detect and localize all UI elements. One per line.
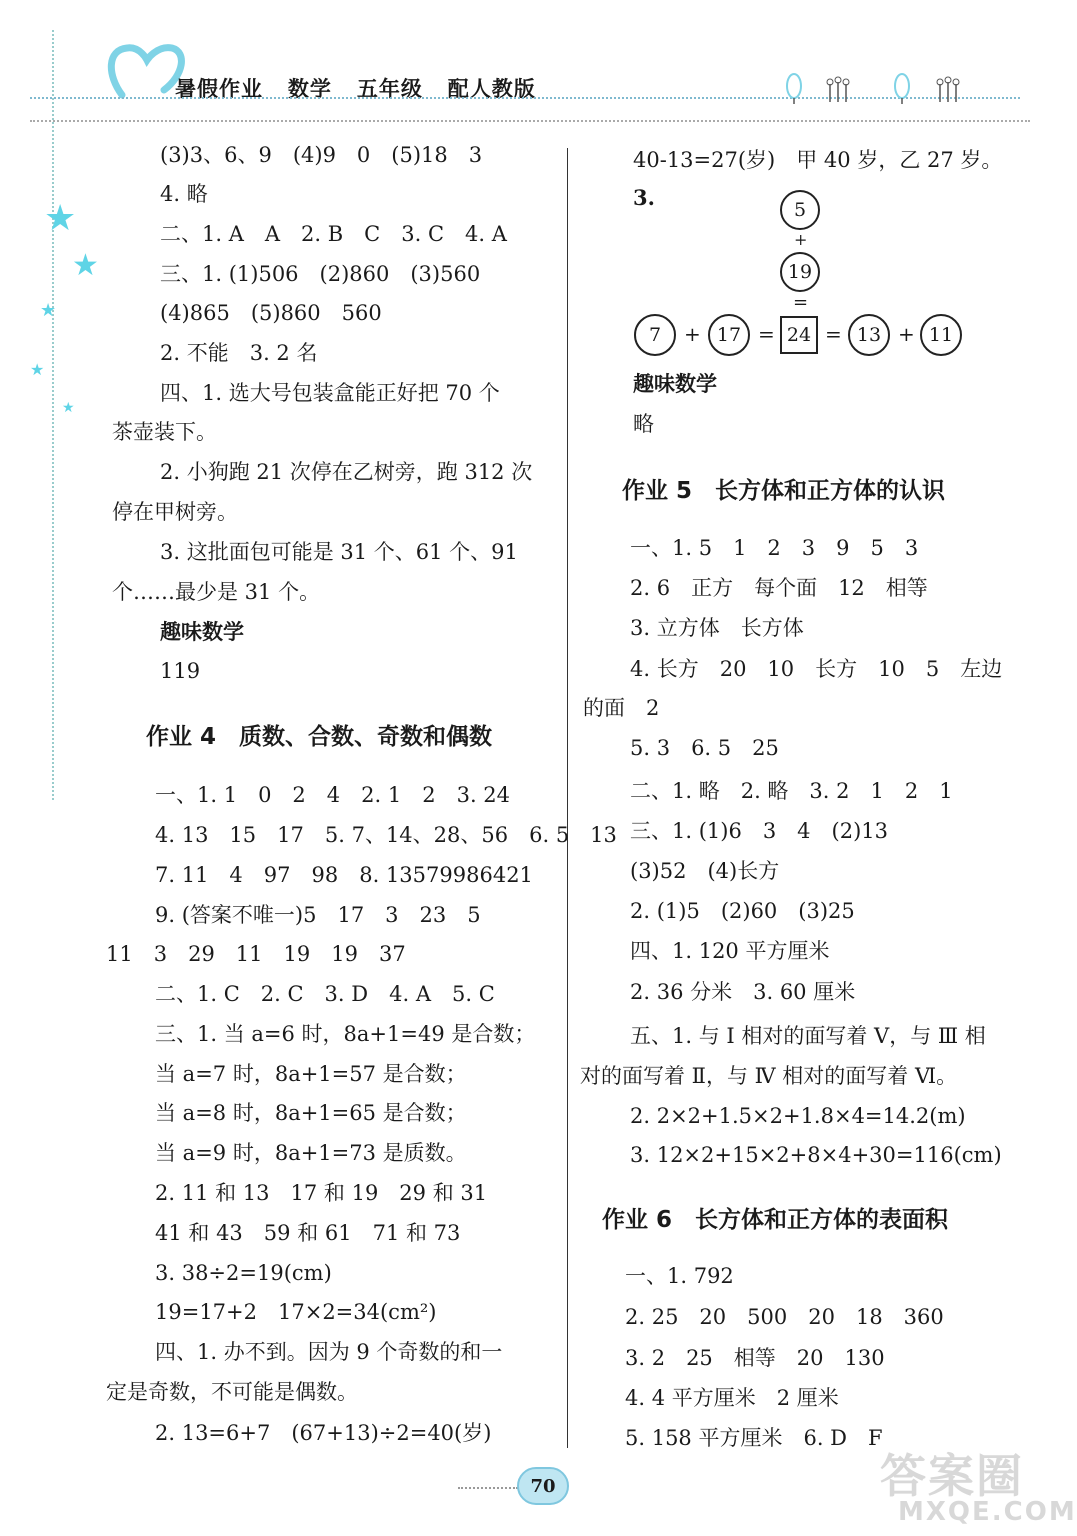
- answer-line: 2. 不能 3. 2 名: [160, 341, 318, 365]
- answer-line: 当 a=9 时，8a+1=73 是质数。: [155, 1141, 467, 1165]
- answer-line: 二、1. 略 2. 略 3. 2 1 2 1: [630, 779, 953, 803]
- header-title: 暑假作业 数学 五年级 配人教版: [175, 77, 536, 101]
- section-heading-6: 作业 6 长方体和正方体的表面积: [602, 1207, 949, 1233]
- answer-line: 5. 158 平方厘米 6. D F: [625, 1426, 883, 1450]
- answer-line: 定是奇数，不可能是偶数。: [106, 1380, 358, 1404]
- answer-line: 个……最少是 31 个。: [112, 580, 321, 604]
- answer-line: 19=17+2 17×2=34(cm²): [155, 1300, 437, 1324]
- answer-line: 一、1. 1 0 2 4 2. 1 2 3. 24: [155, 783, 511, 807]
- star-icon: ★: [30, 360, 45, 379]
- answer-line: 茶壶装下。: [112, 420, 217, 444]
- column-divider: [567, 148, 568, 1448]
- star-icon: ★: [40, 300, 57, 321]
- answer-line: 三、1. (1)6 3 4 (2)13: [630, 819, 889, 843]
- answer-line: 4. 略: [160, 182, 208, 206]
- number-circle: 13: [848, 314, 890, 356]
- margin-rule: [52, 30, 54, 800]
- answer-line: 停在甲树旁。: [112, 500, 238, 524]
- answer-line: 119: [160, 659, 201, 683]
- answer-line: 当 a=8 时，8a+1=65 是合数；: [155, 1101, 467, 1125]
- header-rule-bottom: [30, 120, 1030, 122]
- number-circle: 17: [708, 314, 750, 356]
- answer-line: 一、1. 5 1 2 3 9 5 3: [630, 536, 919, 560]
- answer-line: 4. 13 15 17 5. 7、14、28、56 6. 5 13: [155, 823, 617, 847]
- answer-line: 五、1. 与 Ⅰ 相对的面写着 Ⅴ，与 Ⅲ 相: [630, 1024, 986, 1048]
- plant-decoration-icon: [780, 72, 980, 106]
- answer-line: 2. 36 分米 3. 60 厘米: [630, 980, 856, 1004]
- answer-line: 三、1. (1)506 (2)860 (3)560: [160, 262, 481, 286]
- star-icon: ★: [72, 248, 99, 283]
- answer-line: 略: [633, 412, 654, 436]
- answer-line: 四、1. 办不到。因为 9 个奇数的和一: [155, 1340, 503, 1364]
- answer-line: 3. 38÷2=19(cm): [155, 1261, 332, 1285]
- answer-line: 11 3 29 11 19 19 37: [106, 942, 406, 966]
- answer-line: 一、1. 792: [625, 1264, 734, 1288]
- answer-line: 二、1. A A 2. B C 3. C 4. A: [160, 222, 507, 246]
- answer-line: 2. 2×2+1.5×2+1.8×4=14.2(m): [630, 1104, 966, 1128]
- plus-sign: +: [898, 322, 915, 346]
- page-number: 70: [517, 1467, 569, 1505]
- fun-math-title: 趣味数学: [160, 620, 244, 644]
- number-circle: 19: [780, 252, 820, 292]
- watermark-logo: 答案圈: [880, 1449, 1024, 1503]
- answer-line: 4. 4 平方厘米 2 厘米: [625, 1386, 839, 1410]
- answer-line: 3. 12×2+15×2+8×4+30=116(cm): [630, 1143, 1002, 1167]
- watermark-url: MXQE.COM: [898, 1497, 1077, 1527]
- answer-line: 2. 25 20 500 20 18 360: [625, 1305, 944, 1329]
- equals-sign: =: [793, 292, 809, 313]
- result-box: 24: [780, 316, 818, 354]
- answer-line: 二、1. C 2. C 3. D 4. A 5. C: [155, 982, 495, 1006]
- answer-line: 四、1. 选大号包装盒能正好把 70 个: [160, 381, 500, 405]
- answer-line: 2. 小狗跑 21 次停在乙树旁，跑 312 次: [160, 460, 533, 484]
- answer-line: 2. (1)5 (2)60 (3)25: [630, 899, 855, 923]
- equals-sign: =: [758, 322, 775, 346]
- answer-line: 4. 长方 20 10 长方 10 5 左边: [630, 657, 1003, 681]
- answer-line: 9. (答案不唯一)5 17 3 23 5: [155, 903, 481, 927]
- answer-line: 5. 3 6. 5 25: [630, 736, 779, 760]
- footer-rule: [458, 1487, 518, 1489]
- section-heading-4: 作业 4 质数、合数、奇数和偶数: [146, 724, 493, 750]
- answer-line: 3. 立方体 长方体: [630, 616, 804, 640]
- answer-line: 3. 2 25 相等 20 130: [625, 1346, 885, 1370]
- answer-label-3: 3.: [633, 185, 655, 210]
- star-icon: ★: [62, 400, 75, 416]
- answer-line: 7. 11 4 97 98 8. 13579986421: [155, 863, 533, 887]
- equals-sign: =: [825, 322, 842, 346]
- plus-sign: +: [794, 230, 808, 249]
- section-heading-5: 作业 5 长方体和正方体的认识: [622, 478, 946, 504]
- fun-math-title: 趣味数学: [633, 372, 717, 396]
- answer-line: 41 和 43 59 和 61 71 和 73: [155, 1221, 461, 1245]
- answer-line: 当 a=7 时，8a+1=57 是合数；: [155, 1062, 467, 1086]
- answer-line: (4)865 (5)860 560: [160, 301, 382, 325]
- star-icon: ★: [44, 198, 77, 239]
- answer-line: (3)52 (4)长方: [630, 859, 780, 883]
- answer-line: 2. 13=6+7 (67+13)÷2=40(岁): [155, 1421, 492, 1445]
- answer-line: 2. 11 和 13 17 和 19 29 和 31: [155, 1181, 488, 1205]
- answer-line: 的面 2: [583, 696, 660, 720]
- plus-sign: +: [684, 322, 701, 346]
- answer-line: 2. 6 正方 每个面 12 相等: [630, 576, 928, 600]
- answer-line: 3. 这批面包可能是 31 个、61 个、91: [160, 540, 518, 564]
- answer-line: 40-13=27(岁) 甲 40 岁，乙 27 岁。: [633, 148, 1003, 172]
- number-circle: 11: [920, 314, 962, 356]
- answer-line: (3)3、6、9 (4)9 0 (5)18 3: [160, 143, 483, 167]
- answer-line: 四、1. 120 平方厘米: [630, 939, 830, 963]
- answer-line: 三、1. 当 a=6 时，8a+1=49 是合数；: [155, 1022, 536, 1046]
- answer-line: 对的面写着 Ⅱ，与 Ⅳ 相对的面写着 Ⅵ。: [580, 1064, 958, 1088]
- number-circle: 7: [634, 314, 676, 356]
- number-circle: 5: [780, 190, 820, 230]
